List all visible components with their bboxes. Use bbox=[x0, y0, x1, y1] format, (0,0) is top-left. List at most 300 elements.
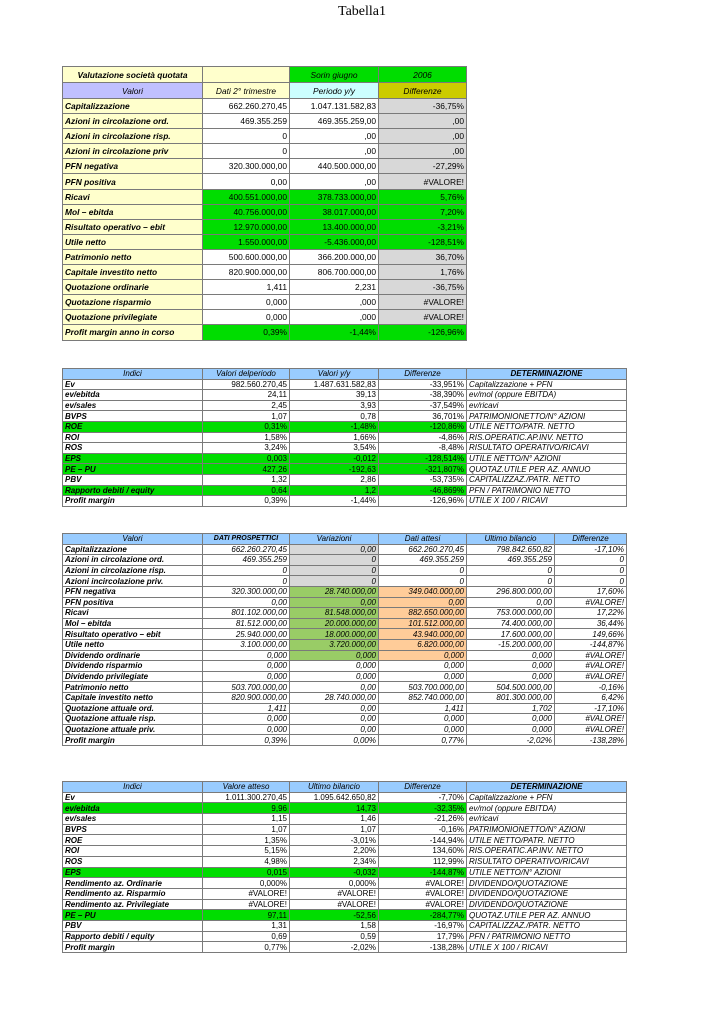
determination[interactable]: RISULTATO OPERATIVO/RICAVI bbox=[467, 856, 627, 867]
table-cell[interactable]: 2,86 bbox=[290, 474, 379, 485]
row-label[interactable]: Quotazione attuale priv. bbox=[63, 724, 203, 735]
table-cell[interactable]: 5,15% bbox=[203, 846, 290, 857]
table-cell[interactable]: #VALORE! bbox=[203, 899, 290, 910]
table-cell[interactable]: -46,869% bbox=[379, 485, 467, 496]
table-cell[interactable]: 1,35% bbox=[203, 835, 290, 846]
table-cell[interactable]: -192,63 bbox=[290, 464, 379, 475]
table-cell[interactable]: -0,032 bbox=[290, 867, 379, 878]
table-cell[interactable]: 0,00 bbox=[290, 597, 379, 608]
table-cell[interactable]: 25.940.000,00 bbox=[203, 629, 290, 640]
table-cell[interactable]: 36,701% bbox=[379, 411, 467, 422]
title-blank[interactable] bbox=[203, 67, 290, 83]
table-cell[interactable]: #VALORE! bbox=[379, 174, 467, 189]
table-cell[interactable]: 400.551.000,00 bbox=[203, 189, 290, 204]
table-cell[interactable]: 0,00 bbox=[379, 597, 467, 608]
table-cell[interactable]: 0,78 bbox=[290, 411, 379, 422]
determination[interactable]: RIS.OPERATIC.AP.INV. NETTO bbox=[467, 846, 627, 857]
table-cell[interactable]: 1,31 bbox=[203, 920, 290, 931]
row-label[interactable]: ev/ebitda bbox=[63, 803, 203, 814]
table-cell[interactable]: 149,66% bbox=[555, 629, 627, 640]
table-cell[interactable]: -120,86% bbox=[379, 421, 467, 432]
table-cell[interactable]: 0,000 bbox=[467, 714, 555, 725]
row-label[interactable]: ROS bbox=[63, 443, 203, 454]
table-cell[interactable]: 3.720.000,00 bbox=[290, 639, 379, 650]
row-label[interactable]: Capitalizzazione bbox=[63, 544, 203, 555]
column-header[interactable]: DETERMINAZIONE bbox=[467, 782, 627, 793]
row-label[interactable]: Rapporto debiti / equity bbox=[63, 931, 203, 942]
row-label[interactable]: PFN negativa bbox=[63, 159, 203, 174]
row-label[interactable]: Azioni incircolazione priv. bbox=[63, 576, 203, 587]
table-cell[interactable]: 0,015 bbox=[203, 867, 290, 878]
row-label[interactable]: Profit margin bbox=[63, 942, 203, 953]
table-cell[interactable]: 81.548.000,00 bbox=[290, 608, 379, 619]
table-cell[interactable]: 469.355.259 bbox=[379, 555, 467, 566]
table-cell[interactable]: -21,26% bbox=[379, 814, 467, 825]
table-cell[interactable]: -138,28% bbox=[555, 735, 627, 746]
table-cell[interactable]: -126,96% bbox=[379, 496, 467, 507]
column-header[interactable]: Indici bbox=[63, 369, 203, 380]
row-label[interactable]: Utile netto bbox=[63, 639, 203, 650]
table-cell[interactable]: #VALORE! bbox=[379, 310, 467, 325]
table-cell[interactable]: ,00 bbox=[290, 144, 379, 159]
table-cell[interactable]: -0,012 bbox=[290, 453, 379, 464]
table-cell[interactable]: 0 bbox=[379, 576, 467, 587]
table-cell[interactable]: 0 bbox=[203, 144, 290, 159]
determination[interactable]: CAPITALIZZAZ./PATR. NETTO bbox=[467, 474, 627, 485]
table-cell[interactable]: 2,20% bbox=[290, 846, 379, 857]
table-cell[interactable]: 6,42% bbox=[555, 692, 627, 703]
table-cell[interactable]: 17.600.000,00 bbox=[467, 629, 555, 640]
table-cell[interactable]: -32,35% bbox=[379, 803, 467, 814]
table-cell[interactable]: 296.800.000,00 bbox=[467, 586, 555, 597]
table-cell[interactable]: 1,411 bbox=[203, 280, 290, 295]
table-cell[interactable]: 1,46 bbox=[290, 814, 379, 825]
table-cell[interactable]: 0,000 bbox=[290, 671, 379, 682]
column-header[interactable]: Valori bbox=[63, 83, 203, 99]
table-cell[interactable]: -144,94% bbox=[379, 835, 467, 846]
table-cell[interactable]: 0,00 bbox=[203, 597, 290, 608]
table-cell[interactable]: 469.355.259 bbox=[203, 555, 290, 566]
table-cell[interactable]: 320.300.000,00 bbox=[203, 159, 290, 174]
table-cell[interactable]: -1,44% bbox=[290, 496, 379, 507]
determination[interactable]: Capitalizzazione + PFN bbox=[467, 792, 627, 803]
row-label[interactable]: BVPS bbox=[63, 411, 203, 422]
table-cell[interactable]: -3,01% bbox=[290, 835, 379, 846]
row-label[interactable]: PFN negativa bbox=[63, 586, 203, 597]
table-cell[interactable]: 1,702 bbox=[467, 703, 555, 714]
table-cell[interactable]: -2,02% bbox=[290, 942, 379, 953]
row-label[interactable]: Rendimento az. Ordinarie bbox=[63, 878, 203, 889]
table-cell[interactable]: 112,99% bbox=[379, 856, 467, 867]
row-label[interactable]: Profit margin bbox=[63, 735, 203, 746]
table-cell[interactable]: #VALORE! bbox=[290, 888, 379, 899]
table-cell[interactable]: -15.200.000,00 bbox=[467, 639, 555, 650]
table-cell[interactable]: 0,00 bbox=[290, 703, 379, 714]
table-cell[interactable]: 1.095.642.650,82 bbox=[290, 792, 379, 803]
table-cell[interactable]: -36,75% bbox=[379, 280, 467, 295]
row-label[interactable]: Risultato operativo – ebit bbox=[63, 629, 203, 640]
row-label[interactable]: Rapporto debiti / equity bbox=[63, 485, 203, 496]
row-label[interactable]: Patrimonio netto bbox=[63, 249, 203, 264]
table-cell[interactable]: 3,54% bbox=[290, 443, 379, 454]
row-label[interactable]: PE – PU bbox=[63, 464, 203, 475]
row-label[interactable]: ev/sales bbox=[63, 400, 203, 411]
determination[interactable]: ev/mol (oppure EBITDA) bbox=[467, 390, 627, 401]
table-cell[interactable]: 38.017.000,00 bbox=[290, 204, 379, 219]
row-label[interactable]: Azioni in circolazione risp. bbox=[63, 129, 203, 144]
table-cell[interactable]: 0,000 bbox=[379, 724, 467, 735]
table-cell[interactable]: 0,000 bbox=[467, 650, 555, 661]
table-cell[interactable]: -5.436.000,00 bbox=[290, 234, 379, 249]
row-label[interactable]: Azioni in circolazione risp. bbox=[63, 565, 203, 576]
row-label[interactable]: BVPS bbox=[63, 824, 203, 835]
row-label[interactable]: EPS bbox=[63, 453, 203, 464]
table-cell[interactable]: 0,77% bbox=[203, 942, 290, 953]
table-cell[interactable]: 852.740.000,00 bbox=[379, 692, 467, 703]
table-cell[interactable]: 0 bbox=[467, 565, 555, 576]
row-label[interactable]: Quotazione attuale risp. bbox=[63, 714, 203, 725]
row-label[interactable]: Ricavi bbox=[63, 189, 203, 204]
table-cell[interactable]: 36,44% bbox=[555, 618, 627, 629]
row-label[interactable]: PBV bbox=[63, 474, 203, 485]
table-cell[interactable]: 0,000 bbox=[379, 661, 467, 672]
determination[interactable]: UTILE NETTO/N° AZIONI bbox=[467, 867, 627, 878]
table-cell[interactable]: -16,97% bbox=[379, 920, 467, 931]
determination[interactable]: DIVIDENDO/QUOTAZIONE bbox=[467, 878, 627, 889]
table-cell[interactable]: 0,00 bbox=[290, 724, 379, 735]
table-cell[interactable]: 3.100.000,00 bbox=[203, 639, 290, 650]
table-cell[interactable]: 0 bbox=[467, 576, 555, 587]
table-cell[interactable]: 0,000 bbox=[379, 671, 467, 682]
table-cell[interactable]: 0,000% bbox=[290, 878, 379, 889]
table-cell[interactable]: -0,16% bbox=[555, 682, 627, 693]
table-cell[interactable]: 3,24% bbox=[203, 443, 290, 454]
row-label[interactable]: Dividendo ordinarie bbox=[63, 650, 203, 661]
row-label[interactable]: Profit margin bbox=[63, 496, 203, 507]
row-label[interactable]: ROI bbox=[63, 432, 203, 443]
table-cell[interactable]: -128,51% bbox=[379, 234, 467, 249]
table-cell[interactable]: -284,77% bbox=[379, 910, 467, 921]
row-label[interactable]: Capitalizzazione bbox=[63, 99, 203, 114]
row-label[interactable]: PFN positiva bbox=[63, 597, 203, 608]
table-cell[interactable]: 1,07 bbox=[203, 824, 290, 835]
table-cell[interactable]: 4,98% bbox=[203, 856, 290, 867]
table-cell[interactable]: -0,16% bbox=[379, 824, 467, 835]
table-cell[interactable]: -2,02% bbox=[467, 735, 555, 746]
column-header[interactable]: Ultimo bilancio bbox=[467, 534, 555, 545]
table-cell[interactable]: #VALORE! bbox=[379, 888, 467, 899]
table-cell[interactable]: #VALORE! bbox=[555, 661, 627, 672]
determination[interactable]: CAPITALIZZAZ./PATR. NETTO bbox=[467, 920, 627, 931]
table-cell[interactable]: 320.300.000,00 bbox=[203, 586, 290, 597]
column-header[interactable]: Valore atteso bbox=[203, 782, 290, 793]
table-cell[interactable]: 1,07 bbox=[290, 824, 379, 835]
column-header[interactable]: DETERMINAZIONE bbox=[467, 369, 627, 380]
table-cell[interactable]: 1,15 bbox=[203, 814, 290, 825]
table-cell[interactable]: 28.740.000,00 bbox=[290, 692, 379, 703]
row-label[interactable]: EPS bbox=[63, 867, 203, 878]
table-cell[interactable]: #VALORE! bbox=[290, 899, 379, 910]
table-cell[interactable]: 1,58 bbox=[290, 920, 379, 931]
table-cell[interactable]: 366.200.000,00 bbox=[290, 249, 379, 264]
table-cell[interactable]: 9,96 bbox=[203, 803, 290, 814]
table-cell[interactable]: 504.500.000,00 bbox=[467, 682, 555, 693]
row-label[interactable]: Capitale investito netto bbox=[63, 265, 203, 280]
determination[interactable]: UTILE NETTO/N° AZIONI bbox=[467, 453, 627, 464]
table-cell[interactable]: 97,11 bbox=[203, 910, 290, 921]
determination[interactable]: ev/ricavi bbox=[467, 400, 627, 411]
table-cell[interactable]: -53,735% bbox=[379, 474, 467, 485]
table-cell[interactable]: 0,39% bbox=[203, 496, 290, 507]
table-cell[interactable]: 0,59 bbox=[290, 931, 379, 942]
column-header[interactable]: Differenze bbox=[555, 534, 627, 545]
table-cell[interactable]: 28.740.000,00 bbox=[290, 586, 379, 597]
table-cell[interactable]: ,00 bbox=[379, 144, 467, 159]
table-cell[interactable]: 2,45 bbox=[203, 400, 290, 411]
table-cell[interactable]: 469.355.259,00 bbox=[290, 114, 379, 129]
table-cell[interactable]: 0,000 bbox=[203, 295, 290, 310]
table-cell[interactable]: 0,64 bbox=[203, 485, 290, 496]
table-cell[interactable]: 1,66% bbox=[290, 432, 379, 443]
row-label[interactable]: ROS bbox=[63, 856, 203, 867]
table-cell[interactable]: 0,77% bbox=[379, 735, 467, 746]
table-cell[interactable]: 0 bbox=[203, 565, 290, 576]
table-cell[interactable]: 662.260.270,45 bbox=[379, 544, 467, 555]
table-title[interactable]: Valutazione società quotata bbox=[63, 67, 203, 83]
row-label[interactable]: Quotazione attuale ord. bbox=[63, 703, 203, 714]
table-cell[interactable]: 503.700.000,00 bbox=[379, 682, 467, 693]
determination[interactable]: RISULTATO OPERATIVO/RICAVI bbox=[467, 443, 627, 454]
table-cell[interactable]: #VALORE! bbox=[555, 650, 627, 661]
table-cell[interactable]: ,000 bbox=[290, 310, 379, 325]
table-cell[interactable]: 0 bbox=[203, 576, 290, 587]
table-cell[interactable]: ,00 bbox=[290, 129, 379, 144]
row-label[interactable]: Risultato operativo – ebit bbox=[63, 219, 203, 234]
determination[interactable]: QUOTAZ.UTILE PER AZ. ANNUO bbox=[467, 910, 627, 921]
table-cell[interactable]: 503.700.000,00 bbox=[203, 682, 290, 693]
table-cell[interactable]: 1,58% bbox=[203, 432, 290, 443]
table-cell[interactable]: -138,28% bbox=[379, 942, 467, 953]
table-cell[interactable]: 349.040.000,00 bbox=[379, 586, 467, 597]
determination[interactable]: PATRIMONIONETTO/N° AZIONI bbox=[467, 411, 627, 422]
determination[interactable]: ev/mol (oppure EBITDA) bbox=[467, 803, 627, 814]
table-cell[interactable]: #VALORE! bbox=[379, 899, 467, 910]
table-cell[interactable]: -4,86% bbox=[379, 432, 467, 443]
determination[interactable]: UTILE X 100 / RICAVI bbox=[467, 942, 627, 953]
table-cell[interactable]: 0,00 bbox=[290, 682, 379, 693]
table-cell[interactable]: 820.900.000,00 bbox=[203, 692, 290, 703]
row-label[interactable]: ROE bbox=[63, 835, 203, 846]
table-cell[interactable]: 0 bbox=[203, 129, 290, 144]
table-cell[interactable]: 0,000 bbox=[379, 714, 467, 725]
table-cell[interactable]: 7,20% bbox=[379, 204, 467, 219]
row-label[interactable]: Capitale investito netto bbox=[63, 692, 203, 703]
row-label[interactable]: PFN positiva bbox=[63, 174, 203, 189]
table-cell[interactable]: 0,000 bbox=[203, 310, 290, 325]
table-cell[interactable]: #VALORE! bbox=[555, 597, 627, 608]
table-cell[interactable]: 1,32 bbox=[203, 474, 290, 485]
table-cell[interactable]: 2,231 bbox=[290, 280, 379, 295]
table-cell[interactable]: 662.260.270,45 bbox=[203, 99, 290, 114]
table-cell[interactable]: 0,00% bbox=[290, 735, 379, 746]
column-header[interactable]: Valori delperiodo bbox=[203, 369, 290, 380]
column-header[interactable]: DATI PROSPETTICI bbox=[203, 534, 290, 545]
table-cell[interactable]: 0,000 bbox=[290, 661, 379, 672]
table-cell[interactable]: -36,75% bbox=[379, 99, 467, 114]
determination[interactable]: UTILE NETTO/PATR. NETTO bbox=[467, 421, 627, 432]
column-header[interactable]: Dati 2° trimestre bbox=[203, 83, 290, 99]
column-header[interactable]: Differenze bbox=[379, 369, 467, 380]
determination[interactable]: PATRIMONIONETTO/N° AZIONI bbox=[467, 824, 627, 835]
row-label[interactable]: ev/ebitda bbox=[63, 390, 203, 401]
column-header[interactable]: Indici bbox=[63, 782, 203, 793]
table-cell[interactable]: -38,390% bbox=[379, 390, 467, 401]
table-cell[interactable]: -27,29% bbox=[379, 159, 467, 174]
table-cell[interactable]: 0 bbox=[290, 565, 379, 576]
row-label[interactable]: Patrimonio netto bbox=[63, 682, 203, 693]
table-cell[interactable]: 12.970.000,00 bbox=[203, 219, 290, 234]
table-cell[interactable]: -52,56 bbox=[290, 910, 379, 921]
table-cell[interactable]: #VALORE! bbox=[379, 878, 467, 889]
row-label[interactable]: Ev bbox=[63, 379, 203, 390]
table-cell[interactable]: ,00 bbox=[379, 129, 467, 144]
row-label[interactable]: Mol – ebitda bbox=[63, 204, 203, 219]
row-label[interactable]: Quotazione ordinarie bbox=[63, 280, 203, 295]
table-cell[interactable]: 43.940.000,00 bbox=[379, 629, 467, 640]
table-cell[interactable]: 20.000.000,00 bbox=[290, 618, 379, 629]
table-cell[interactable]: 801.102.000,00 bbox=[203, 608, 290, 619]
table-cell[interactable]: 6.820.000,00 bbox=[379, 639, 467, 650]
determination[interactable]: PFN / PATRIMONIO NETTO bbox=[467, 485, 627, 496]
table-cell[interactable]: -17,10% bbox=[555, 544, 627, 555]
table-cell[interactable]: 1,76% bbox=[379, 265, 467, 280]
row-label[interactable]: Dividendo risparmio bbox=[63, 661, 203, 672]
table-cell[interactable]: 5,76% bbox=[379, 189, 467, 204]
table-cell[interactable]: 1,411 bbox=[203, 703, 290, 714]
table-cell[interactable]: ,00 bbox=[290, 174, 379, 189]
table-cell[interactable]: 1.047.131.582,83 bbox=[290, 99, 379, 114]
table-cell[interactable]: 662.260.270,45 bbox=[203, 544, 290, 555]
determination[interactable]: DIVIDENDO/QUOTAZIONE bbox=[467, 888, 627, 899]
table-cell[interactable]: 0,000 bbox=[203, 724, 290, 735]
table-cell[interactable]: 0,000 bbox=[290, 650, 379, 661]
table-cell[interactable]: 0,000 bbox=[203, 650, 290, 661]
table-cell[interactable]: 1,411 bbox=[379, 703, 467, 714]
table-cell[interactable]: -17,10% bbox=[555, 703, 627, 714]
determination[interactable]: Capitalizzazione + PFN bbox=[467, 379, 627, 390]
table-cell[interactable]: 0,000 bbox=[467, 661, 555, 672]
table-cell[interactable]: 0,000 bbox=[467, 671, 555, 682]
determination[interactable]: UTILE NETTO/PATR. NETTO bbox=[467, 835, 627, 846]
table-cell[interactable]: 18.000.000,00 bbox=[290, 629, 379, 640]
table-cell[interactable]: #VALORE! bbox=[555, 671, 627, 682]
row-label[interactable]: Mol – ebitda bbox=[63, 618, 203, 629]
table-cell[interactable]: -144,87% bbox=[555, 639, 627, 650]
table-cell[interactable]: 1,2 bbox=[290, 485, 379, 496]
table-cell[interactable]: 0,39% bbox=[203, 325, 290, 340]
table-cell[interactable]: 427,26 bbox=[203, 464, 290, 475]
table-cell[interactable]: 0 bbox=[555, 565, 627, 576]
column-header[interactable]: Differenze bbox=[379, 782, 467, 793]
table-cell[interactable]: -128,514% bbox=[379, 453, 467, 464]
table-cell[interactable]: 0,00 bbox=[203, 174, 290, 189]
row-label[interactable]: Rendimento az. Risparmio bbox=[63, 888, 203, 899]
row-label[interactable]: Azioni in circolazione ord. bbox=[63, 114, 203, 129]
table-cell[interactable]: 1.011.300.270,45 bbox=[203, 792, 290, 803]
column-header[interactable]: Variazioni bbox=[290, 534, 379, 545]
determination[interactable]: RIS.OPERATIC.AP.INV. NETTO bbox=[467, 432, 627, 443]
company-name[interactable]: Sorin giugno bbox=[290, 67, 379, 83]
table-cell[interactable]: 982.560.270,45 bbox=[203, 379, 290, 390]
row-label[interactable]: Ev bbox=[63, 792, 203, 803]
column-header[interactable]: Ultimo bilancio bbox=[290, 782, 379, 793]
table-cell[interactable]: 134,60% bbox=[379, 846, 467, 857]
table-cell[interactable]: 0 bbox=[555, 576, 627, 587]
determination[interactable]: DIVIDENDO/QUOTAZIONE bbox=[467, 899, 627, 910]
table-cell[interactable]: #VALORE! bbox=[555, 724, 627, 735]
table-cell[interactable]: #VALORE! bbox=[555, 714, 627, 725]
table-cell[interactable]: ,00 bbox=[379, 114, 467, 129]
table-cell[interactable]: -33,951% bbox=[379, 379, 467, 390]
table-cell[interactable]: 0 bbox=[555, 555, 627, 566]
determination[interactable]: UTILE X 100 / RICAVI bbox=[467, 496, 627, 507]
table-cell[interactable]: 40.756.000,00 bbox=[203, 204, 290, 219]
table-cell[interactable]: 17,60% bbox=[555, 586, 627, 597]
table-cell[interactable]: 753.000.000,00 bbox=[467, 608, 555, 619]
table-cell[interactable]: 0,000 bbox=[203, 671, 290, 682]
table-cell[interactable]: 36,70% bbox=[379, 249, 467, 264]
table-cell[interactable]: 17,79% bbox=[379, 931, 467, 942]
table-cell[interactable]: -1,44% bbox=[290, 325, 379, 340]
table-cell[interactable]: -126,96% bbox=[379, 325, 467, 340]
table-cell[interactable]: 0,000 bbox=[467, 724, 555, 735]
table-cell[interactable]: 0,31% bbox=[203, 421, 290, 432]
table-cell[interactable]: ,000 bbox=[290, 295, 379, 310]
table-cell[interactable]: 17,22% bbox=[555, 608, 627, 619]
row-label[interactable]: ROI bbox=[63, 846, 203, 857]
table-cell[interactable]: 74.400.000,00 bbox=[467, 618, 555, 629]
table-cell[interactable]: #VALORE! bbox=[203, 888, 290, 899]
table-cell[interactable]: -3,21% bbox=[379, 219, 467, 234]
table-cell[interactable]: 0 bbox=[290, 576, 379, 587]
table-cell[interactable]: 0 bbox=[379, 565, 467, 576]
table-cell[interactable]: 1.487.631.582,83 bbox=[290, 379, 379, 390]
table-cell[interactable]: 0 bbox=[290, 555, 379, 566]
table-cell[interactable]: 820.900.000,00 bbox=[203, 265, 290, 280]
table-cell[interactable]: 0,39% bbox=[203, 735, 290, 746]
table-cell[interactable]: 39,13 bbox=[290, 390, 379, 401]
table-cell[interactable]: 101.512.000,00 bbox=[379, 618, 467, 629]
column-header[interactable]: Valori y/y bbox=[290, 369, 379, 380]
table-cell[interactable]: 24,11 bbox=[203, 390, 290, 401]
table-cell[interactable]: 3,93 bbox=[290, 400, 379, 411]
table-cell[interactable]: 469.355.259 bbox=[467, 555, 555, 566]
column-header[interactable]: Periodo y/y bbox=[290, 83, 379, 99]
row-label[interactable]: Ricavi bbox=[63, 608, 203, 619]
table-cell[interactable]: 13.400.000,00 bbox=[290, 219, 379, 234]
determination[interactable]: ev/ricavi bbox=[467, 814, 627, 825]
table-cell[interactable]: 0,000% bbox=[203, 878, 290, 889]
table-cell[interactable]: 0,00 bbox=[290, 714, 379, 725]
table-cell[interactable]: -8,48% bbox=[379, 443, 467, 454]
row-label[interactable]: ev/sales bbox=[63, 814, 203, 825]
table-cell[interactable]: -144,87% bbox=[379, 867, 467, 878]
row-label[interactable]: ROE bbox=[63, 421, 203, 432]
row-label[interactable]: Quotazione risparmio bbox=[63, 295, 203, 310]
table-cell[interactable]: 14,73 bbox=[290, 803, 379, 814]
table-cell[interactable]: -7,70% bbox=[379, 792, 467, 803]
table-cell[interactable]: 500.600.000,00 bbox=[203, 249, 290, 264]
